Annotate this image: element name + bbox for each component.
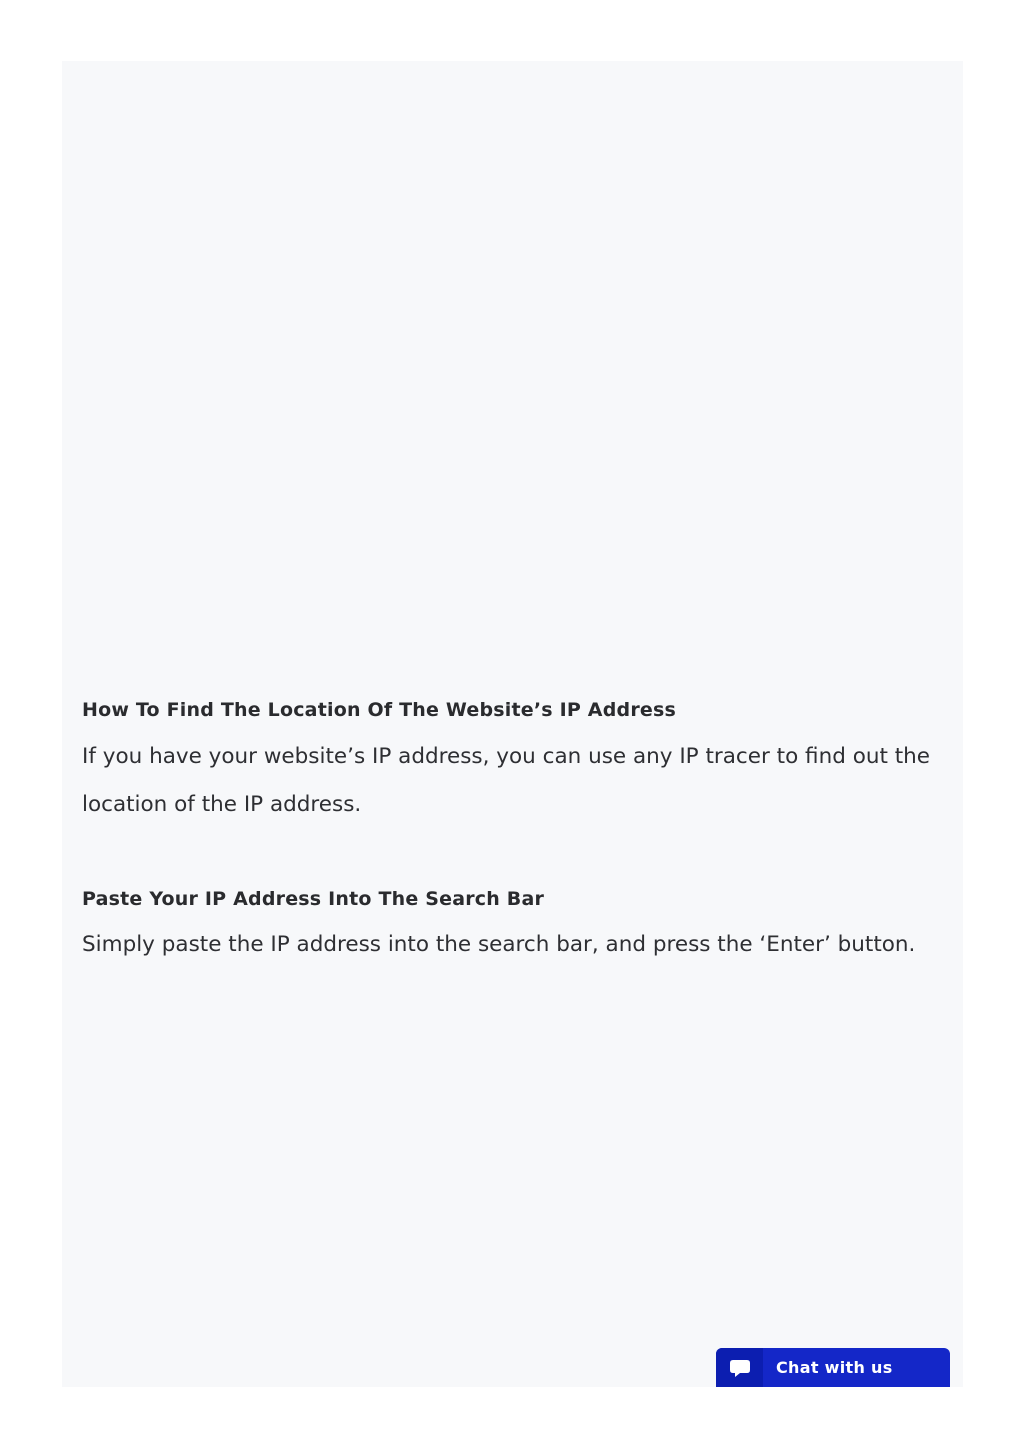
section-body: Simply paste the IP address into the search bar, and press the ‘Enter’ button.: [82, 932, 916, 957]
chat-label: Chat with us: [776, 1358, 893, 1377]
chat-bubble-icon: [729, 1357, 751, 1379]
section-heading: Paste Your IP Address Into The Search Bar: [82, 888, 545, 910]
section-heading: How To Find The Location Of The Website’s IP Address: [82, 699, 676, 721]
content-panel: [62, 61, 963, 1387]
section-paste-ip: [82, 886, 942, 969]
chat-icon-container: [716, 1348, 763, 1387]
section-body: If you have your website’s IP address, you can use any IP tracer to find out the location of the IP address.: [82, 744, 931, 817]
chat-with-us-button[interactable]: [716, 1348, 950, 1387]
section-find-location: [82, 697, 942, 829]
